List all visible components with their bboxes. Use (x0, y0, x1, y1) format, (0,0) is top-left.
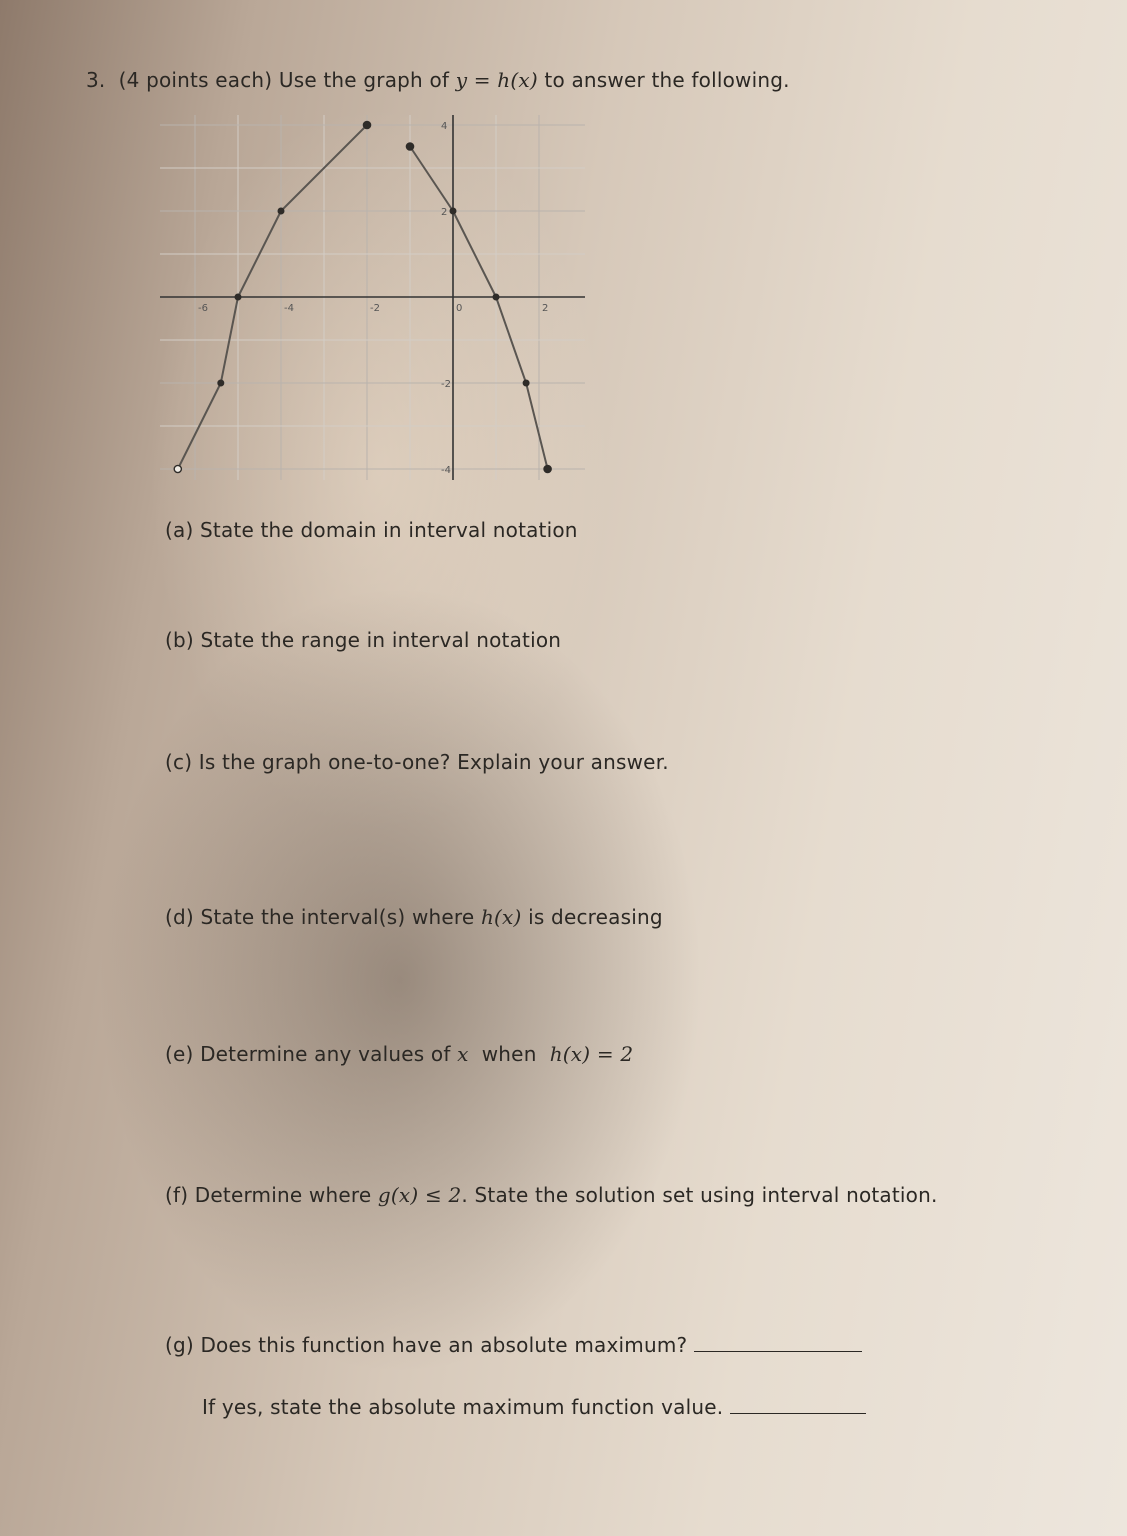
problem-equation: y = h(x) (455, 68, 538, 92)
question-b: (b) State the range in interval notation (165, 628, 562, 652)
question-e (165, 1042, 633, 1066)
problem-intro-tail: to answer the following. (544, 68, 790, 92)
problem-header (86, 68, 790, 92)
y-tick-label: 2 (441, 207, 448, 218)
answer-blank-g[interactable] (694, 1350, 862, 1352)
x-tick-label: 2 (542, 303, 549, 314)
x-tick-label: -6 (198, 303, 208, 314)
question-e-x: x (457, 1042, 469, 1066)
x-tick-label: 0 (456, 303, 463, 314)
curve-segment-2 (410, 147, 548, 470)
question-g-followup (202, 1395, 866, 1419)
y-tick-label: -4 (441, 465, 451, 476)
question-d-tail: is decreasing (528, 905, 663, 929)
problem-intro: (4 points each) Use the graph of (118, 68, 450, 92)
question-f-math: g(x) ≤ 2 (377, 1183, 462, 1207)
question-d-math: h(x) (480, 905, 522, 929)
curve-point (218, 380, 224, 386)
question-d-text: (d) State the interval(s) where (165, 905, 475, 929)
closed-endpoint (406, 143, 413, 150)
question-d (165, 905, 663, 929)
question-g2-text: If yes, state the absolute maximum function value. (202, 1395, 724, 1419)
x-tick-label: -4 (284, 303, 294, 314)
x-tick-label: -2 (370, 303, 380, 314)
curve-point (235, 294, 241, 300)
question-f-text: (f) Determine where (165, 1183, 372, 1207)
problem-number: 3. (86, 68, 106, 92)
curve-point (450, 208, 456, 214)
question-f-tail: . State the solution set using interval notation. (461, 1183, 938, 1207)
open-endpoint (174, 465, 181, 472)
question-a: (a) State the domain in interval notation (165, 518, 578, 542)
graph-axes (160, 115, 585, 480)
question-e-when: when (481, 1042, 537, 1066)
question-f (165, 1183, 938, 1207)
curve-point (493, 294, 499, 300)
question-c: (c) Is the graph one-to-one? Explain your answer. (165, 750, 669, 774)
question-g-text: (g) Does this function have an absolute maximum? (165, 1333, 688, 1357)
function-graph (160, 110, 590, 490)
curve-point (523, 380, 529, 386)
answer-blank-g2[interactable] (730, 1412, 866, 1414)
y-tick-label: 4 (441, 121, 448, 132)
y-tick-label: -2 (441, 379, 451, 390)
question-e-math: h(x) = 2 (549, 1042, 634, 1066)
question-g (165, 1333, 862, 1357)
question-e-text: (e) Determine any values of (165, 1042, 451, 1066)
closed-endpoint (363, 121, 370, 128)
curve-point (278, 208, 284, 214)
closed-endpoint (544, 465, 551, 472)
